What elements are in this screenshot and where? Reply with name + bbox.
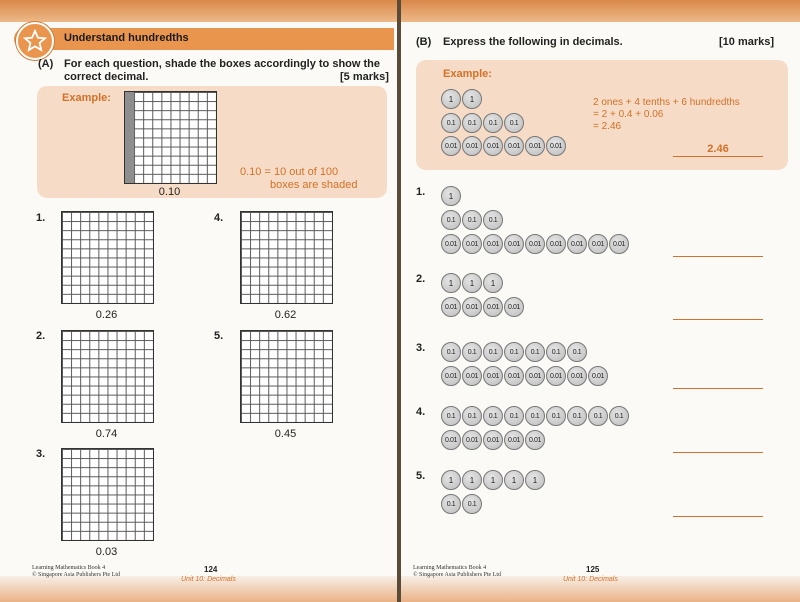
example-note-1: 0.10 = 10 out of 100 bbox=[240, 166, 339, 178]
top-band bbox=[0, 0, 397, 22]
hundredths-coin: 0.01 bbox=[504, 136, 524, 156]
question-1-grid[interactable] bbox=[61, 211, 154, 304]
hundredths-coin: 0.01 bbox=[504, 366, 524, 386]
question-1-hundredths-row bbox=[441, 234, 629, 254]
ones-coin: 1 bbox=[525, 470, 545, 490]
example-tenths-row bbox=[441, 113, 524, 133]
tenths-coin: 0.1 bbox=[462, 406, 482, 426]
tenths-coin: 0.1 bbox=[462, 494, 482, 514]
question-4-number: 4. bbox=[214, 212, 224, 224]
example-ones-row bbox=[441, 89, 482, 109]
question-1-tenths-row bbox=[441, 210, 503, 230]
hundredths-coin: 0.01 bbox=[483, 366, 503, 386]
hundredths-coin: 0.01 bbox=[525, 366, 545, 386]
tenths-coin: 0.1 bbox=[609, 406, 629, 426]
tenths-coin: 0.1 bbox=[567, 406, 587, 426]
question-2-ones-row bbox=[441, 273, 503, 293]
question-1-answer-line[interactable] bbox=[673, 256, 763, 257]
example-grid-shading bbox=[125, 92, 134, 183]
tenths-coin: 0.1 bbox=[441, 342, 461, 362]
part-b-marks: [10 marks] bbox=[719, 36, 775, 48]
question-4-tenths-row bbox=[441, 406, 629, 426]
question-3-number: 3. bbox=[416, 342, 426, 354]
example-answer: 2.46 bbox=[707, 143, 729, 155]
example-value: 0.10 bbox=[158, 186, 181, 198]
question-5-number: 5. bbox=[416, 470, 426, 482]
page-number: 124 bbox=[204, 565, 218, 574]
question-2-answer-line[interactable] bbox=[673, 319, 763, 320]
part-a-instruction-2: correct decimal. bbox=[64, 71, 149, 83]
question-5-number: 5. bbox=[214, 330, 224, 342]
question-3-grid[interactable] bbox=[61, 448, 154, 541]
question-4-hundredths-row bbox=[441, 430, 545, 450]
question-5-tenths-row bbox=[441, 494, 482, 514]
hundredths-coin: 0.01 bbox=[546, 136, 566, 156]
tenths-coin: 0.1 bbox=[483, 210, 503, 230]
question-2-number: 2. bbox=[416, 273, 426, 285]
tenths-coin: 0.1 bbox=[483, 342, 503, 362]
tenths-coin: 0.1 bbox=[525, 406, 545, 426]
question-3-value: 0.03 bbox=[95, 546, 118, 558]
hundredths-coin: 0.01 bbox=[483, 297, 503, 317]
hundredths-coin: 0.01 bbox=[546, 234, 566, 254]
question-2-hundredths-row bbox=[441, 297, 524, 317]
ones-coin: 1 bbox=[441, 273, 461, 293]
hundredths-coin: 0.01 bbox=[483, 136, 503, 156]
tenths-coin: 0.1 bbox=[441, 406, 461, 426]
question-4-value: 0.62 bbox=[274, 309, 297, 321]
hundredths-coin: 0.01 bbox=[609, 234, 629, 254]
part-a-marks: [5 marks] bbox=[340, 71, 389, 83]
tenths-coin: 0.1 bbox=[525, 342, 545, 362]
part-a-label: (A) bbox=[38, 58, 54, 70]
tenths-coin: 0.1 bbox=[567, 342, 587, 362]
question-3-number: 3. bbox=[36, 448, 46, 460]
footer-unit: Unit 10: Decimals bbox=[181, 576, 236, 583]
example-answer-line bbox=[673, 156, 763, 157]
tenths-coin: 0.1 bbox=[441, 494, 461, 514]
part-b-label: (B) bbox=[416, 36, 432, 48]
example-note-2: boxes are shaded bbox=[270, 179, 358, 191]
tenths-coin: 0.1 bbox=[504, 342, 524, 362]
question-3-tenths-row bbox=[441, 342, 587, 362]
hundredths-coin: 0.01 bbox=[567, 366, 587, 386]
hundredths-coin: 0.01 bbox=[588, 234, 608, 254]
tenths-coin: 0.1 bbox=[441, 210, 461, 230]
tenths-coin: 0.1 bbox=[462, 113, 482, 133]
footer-publisher: © Singapore Asia Publishers Pte Ltd bbox=[413, 572, 502, 578]
question-1-number: 1. bbox=[416, 186, 426, 198]
question-4-grid[interactable] bbox=[240, 211, 333, 304]
star-icon bbox=[16, 22, 54, 60]
question-2-number: 2. bbox=[36, 330, 46, 342]
hundredths-coin: 0.01 bbox=[525, 430, 545, 450]
example-line-2: = 2 + 0.4 + 0.06 bbox=[593, 109, 664, 120]
tenths-coin: 0.1 bbox=[462, 342, 482, 362]
hundredths-coin: 0.01 bbox=[441, 136, 461, 156]
hundredths-coin: 0.01 bbox=[504, 430, 524, 450]
hundredths-coin: 0.01 bbox=[462, 430, 482, 450]
question-3-hundredths-row bbox=[441, 366, 608, 386]
hundredths-coin: 0.01 bbox=[504, 297, 524, 317]
question-5-value: 0.45 bbox=[274, 428, 297, 440]
tenths-coin: 0.1 bbox=[504, 406, 524, 426]
example-line-1: 2 ones + 4 tenths + 6 hundredths bbox=[593, 97, 740, 108]
ones-coin: 1 bbox=[462, 273, 482, 293]
question-4-answer-line[interactable] bbox=[673, 452, 763, 453]
hundredths-coin: 0.01 bbox=[462, 366, 482, 386]
hundredths-coin: 0.01 bbox=[441, 234, 461, 254]
question-1-number: 1. bbox=[36, 212, 46, 224]
ones-coin: 1 bbox=[483, 470, 503, 490]
hundredths-coin: 0.01 bbox=[441, 366, 461, 386]
hundredths-coin: 0.01 bbox=[567, 234, 587, 254]
part-a-instruction-1: For each question, shade the boxes accordingly to show the bbox=[64, 58, 381, 70]
hundredths-coin: 0.01 bbox=[483, 430, 503, 450]
tenths-coin: 0.1 bbox=[462, 210, 482, 230]
question-2-grid[interactable] bbox=[61, 330, 154, 423]
footer-publisher: © Singapore Asia Publishers Pte Ltd bbox=[32, 572, 121, 578]
hundredths-coin: 0.01 bbox=[462, 297, 482, 317]
tenths-coin: 0.1 bbox=[483, 406, 503, 426]
tenths-coin: 0.1 bbox=[483, 113, 503, 133]
hundredths-coin: 0.01 bbox=[525, 136, 545, 156]
tenths-coin: 0.1 bbox=[504, 113, 524, 133]
example-label: Example: bbox=[443, 68, 492, 80]
tenths-coin: 0.1 bbox=[546, 406, 566, 426]
hundredths-coin: 0.01 bbox=[525, 234, 545, 254]
top-band bbox=[401, 0, 800, 22]
section-title: Understand hundredths bbox=[64, 32, 189, 44]
left-page bbox=[0, 0, 397, 602]
hundredths-coin: 0.01 bbox=[462, 234, 482, 254]
ones-coin: 1 bbox=[462, 89, 482, 109]
ones-coin: 1 bbox=[441, 470, 461, 490]
question-3-answer-line[interactable] bbox=[673, 388, 763, 389]
example-grid bbox=[124, 91, 217, 184]
ones-coin: 1 bbox=[462, 470, 482, 490]
hundredths-coin: 0.01 bbox=[462, 136, 482, 156]
hundredths-coin: 0.01 bbox=[483, 234, 503, 254]
part-b-instruction: Express the following in decimals. bbox=[443, 36, 623, 48]
example-label: Example: bbox=[62, 92, 111, 104]
hundredths-coin: 0.01 bbox=[504, 234, 524, 254]
example-hundredths-row bbox=[441, 136, 566, 156]
question-5-grid[interactable] bbox=[240, 330, 333, 423]
footer-book: Learning Mathematics Book 4 bbox=[32, 565, 106, 571]
example-line-3: = 2.46 bbox=[593, 121, 622, 132]
hundredths-coin: 0.01 bbox=[546, 366, 566, 386]
tenths-coin: 0.1 bbox=[588, 406, 608, 426]
page-number: 125 bbox=[586, 565, 600, 574]
tenths-coin: 0.1 bbox=[441, 113, 461, 133]
question-2-value: 0.74 bbox=[95, 428, 118, 440]
hundredths-coin: 0.01 bbox=[441, 297, 461, 317]
ones-coin: 1 bbox=[504, 470, 524, 490]
tenths-coin: 0.1 bbox=[546, 342, 566, 362]
hundredths-coin: 0.01 bbox=[588, 366, 608, 386]
footer-unit: Unit 10: Decimals bbox=[563, 576, 618, 583]
hundredths-coin: 0.01 bbox=[441, 430, 461, 450]
question-5-ones-row bbox=[441, 470, 545, 490]
question-1-ones-row bbox=[441, 186, 461, 206]
ones-coin: 1 bbox=[483, 273, 503, 293]
question-5-answer-line[interactable] bbox=[673, 516, 763, 517]
ones-coin: 1 bbox=[441, 186, 461, 206]
question-4-number: 4. bbox=[416, 406, 426, 418]
question-1-value: 0.26 bbox=[95, 309, 118, 321]
footer-book: Learning Mathematics Book 4 bbox=[413, 565, 487, 571]
ones-coin: 1 bbox=[441, 89, 461, 109]
right-page bbox=[401, 0, 800, 602]
